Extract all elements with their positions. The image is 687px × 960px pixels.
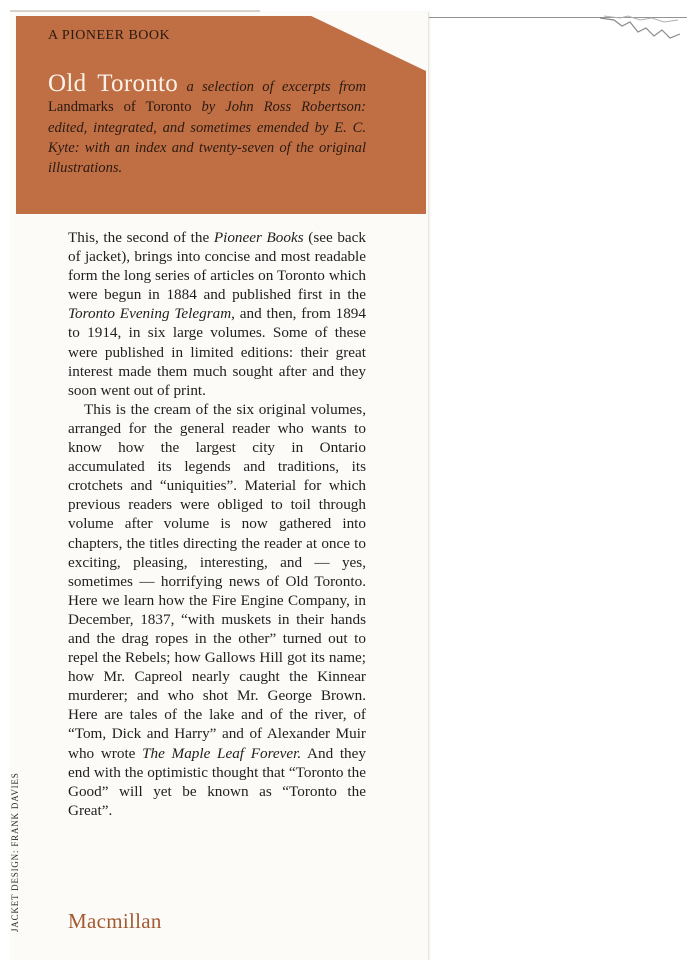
banner-description [48, 70, 366, 178]
p1-telegram: Toronto Evening Telegram, [68, 305, 235, 323]
banner-desc-landmarks: Landmarks of Toronto [48, 99, 192, 116]
blank-page [428, 18, 687, 960]
p2-text-a: This is the cream of the six original volumes, arranged for the general reader who wants to know how the largest city in Ontario accumulated its legends and traditions, its crotchets and “uniquities”. Material for which previous readers were obliged to toil through volume after volume is now gathered into chapters, the titles directing the reader at once to exciting, pleasing, interesting, and — yes, sometimes — horrifying news of Old Toronto. Here we learn how the Fire Engine Company, in December, 1837, “with muskets in their hands and the drag ropes in the other” turned out to repel the Rebels; how Gallows Hill got its name; how Mr. Capreol nearly caught the Kinnear murderer; and who shot Mr. George Brown. Here are tales of the lake and of the river, of “Tom, Dick and Harry” and of Alexander Muir who wrote [68, 400, 366, 762]
p2-maple-leaf: The Maple Leaf Forever. [142, 744, 302, 762]
book-title: Old Toronto [48, 70, 179, 97]
paragraph-1 [68, 228, 366, 400]
p1-text-b: (see back of jacket), brings into concise and most readable form the long series of articles on Toronto which were begun in 1884 and published first in the [68, 229, 366, 304]
series-label: A PIONEER BOOK [48, 28, 171, 43]
p1-text-a: This, the second of the [68, 229, 214, 246]
p2-text-b: And they end with the optimistic thought that “Toronto the Good” will yet be known as “Toronto the Great”. [68, 744, 366, 819]
p1-pioneer-books: Pioneer Books [213, 229, 304, 246]
publisher-name: Macmillan [68, 909, 162, 933]
flap-copy [68, 228, 366, 820]
torn-corner-graphic [600, 14, 680, 44]
banner-desc-part-2: by John Ross Robertson: edited, integrated, and sometimes emended by E. C. Kyte: with an index and twenty-seven of the original illustrations. [48, 99, 366, 177]
banner-desc-part-1: a selection of excerpts from [178, 79, 366, 95]
paragraph-2 [68, 400, 366, 820]
jacket-design-credit: JACKET DESIGN: FRANK DAVIES [10, 772, 20, 932]
p1-text-c: and then, from 1894 to 1914, in six large volumes. Some of these were published in limited editions: their great interest made them much sought after and they soon went out of print. [68, 305, 366, 399]
